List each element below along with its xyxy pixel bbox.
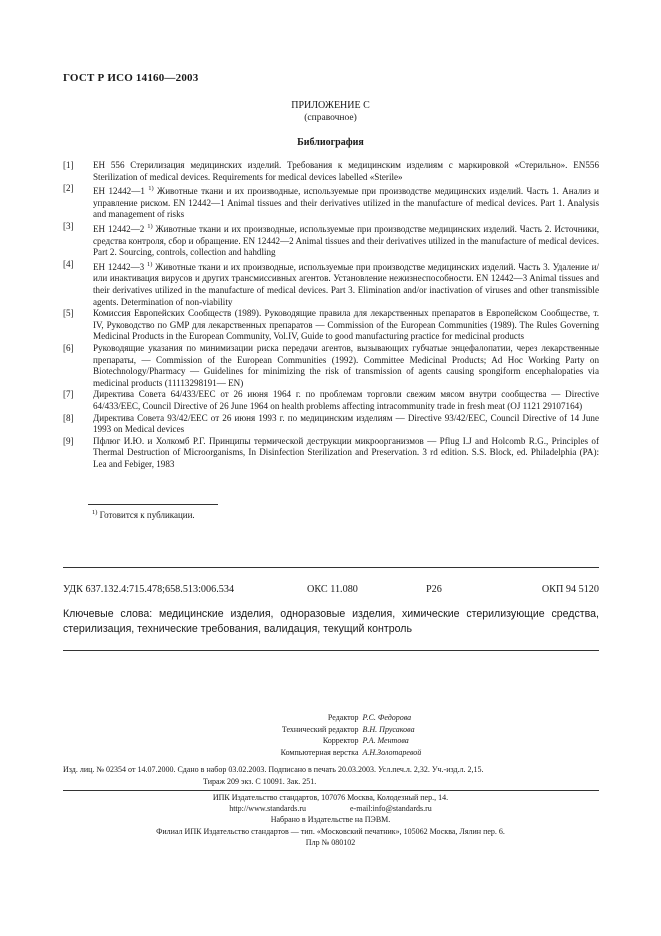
bibliography-entry <box>63 308 599 343</box>
divider-top <box>63 567 599 568</box>
publisher-contacts <box>0 803 661 814</box>
oks-code: ОКС 11.080 <box>307 584 358 595</box>
bibliography-entry <box>63 160 599 183</box>
entry-text: Руководящие указания по минимизации риска передачи агентов, вызывающих губчатые энцефалопатии, через лекарственные препараты, — Commission of the European Communities (1992). Committee Medicinal Products; Ad Hoc Working Party on Biotechnology/Pharmacy — Guidelines for minimizing the risk of transmission of agents causing spongiform encephalopaties via medicinal products (11113298191— EN) <box>93 343 599 388</box>
entry-text-start: ЕН 12442—2 <box>93 224 145 235</box>
credit-name: А.Н.Золотаревой <box>362 748 422 758</box>
entry-text: Комиссия Европейских Сообществ (1989). Руководящие правила для лекарственных препаратов в Европейском Сообществе, т. IV, Руководство по GMP для лекарственных препаратов — Commission of the European Communities (1989). The Rules Governing Medicinal Products in the European Community, Vol.IV, Guide to good manufacturing practice for medicinal products <box>93 308 599 342</box>
entry-text-rest: Животные ткани и их производные, используемые при производстве медицинских изделий. Часть 1. Анализ и управление риском. EN 12442—1 Animal tissues and their derivatives utilized in the manufacture of medical devices. Part 1. Analysis and management of risks <box>93 186 599 220</box>
footnote-ref: 1) <box>147 223 153 230</box>
group-code: Р26 <box>426 584 442 595</box>
filial-address: Филиал ИПК Издательство стандартов — тип. «Московский печатник», 105062 Москва, Лялин пер. 6. <box>156 827 505 836</box>
entry-number: [2] <box>63 183 74 194</box>
credit-line <box>0 735 661 747</box>
entry-text: Директива Совета 93/42/ЕЕС от 26 июня 1993 г. по медицинским изделиям — Directive 93/42/EEC, Council Directive of 14 June 1993 on Medical devices <box>93 412 599 435</box>
keywords: Ключевые слова: медицинские изделия, одноразовые изделия, химические стерилизующие средства, стерилизация, технические требования, валидация, текущий контроль <box>63 608 599 635</box>
bibliography-list <box>63 160 599 471</box>
entry-number: [5] <box>63 308 74 319</box>
bibliography-entry <box>63 413 599 436</box>
entry-number: [6] <box>63 343 74 353</box>
entry-text <box>93 221 599 259</box>
footnote-ref: 1) <box>148 185 154 193</box>
entry-text <box>93 183 599 221</box>
bibliography-entry <box>63 259 599 308</box>
bibliography-entry <box>63 389 599 412</box>
publisher-block <box>0 792 661 825</box>
entry-text: Директива Совета 64/433/ЕЕС от 26 июня 1964 г. по проблемам торговли свежим мясом внутри сообщества — Directive 64/433/EEC, Council Directive of 26 June 1964 on health problems affecting intracommunity trade in fresh meat (OJ 1121 29107164) <box>93 389 599 411</box>
bibliography-entry <box>63 343 599 389</box>
bibliography-entry <box>63 183 599 221</box>
entry-number: [3] <box>63 221 74 231</box>
footnote-mark: 1) <box>92 509 98 516</box>
credit-role: Редактор <box>327 713 359 722</box>
entry-number: [4] <box>63 258 74 269</box>
credit-role: Корректор <box>322 736 359 746</box>
entry-number: [9] <box>63 435 74 446</box>
publisher-website[interactable]: http://www.standards.ru <box>229 804 306 813</box>
footnote-text: Готовится к публикации. <box>99 510 195 520</box>
imprint-line-2: Тираж 209 экз. С 10091. Зак. 251. <box>203 776 317 786</box>
entry-text-start: ЕН 12442—3 <box>93 261 145 272</box>
bibliography-title: Библиография <box>297 137 364 148</box>
credit-role: Технический редактор <box>281 724 359 734</box>
udc-code: УДК 637.132.4:715.478;658.513:006.534 <box>63 584 235 595</box>
annex-title: ПРИЛОЖЕНИЕ С <box>291 100 370 111</box>
footnote-ref: 1) <box>146 260 153 268</box>
bibliography-entry <box>63 436 599 471</box>
publisher-email[interactable]: e-mail:info@standards.ru <box>350 804 432 813</box>
publisher-address: ИПК Издательство стандартов, 107076 Москва, Колодезный пер., 14. <box>212 793 449 802</box>
entry-text: ЕН 556 Стерилизация медицинских изделий. Требования к медицинским изделиям с маркировкой «Стерильно». EN556 Sterilization of medical devices. Requirements for medical devices labelled «Sterile» <box>93 160 599 182</box>
entry-text <box>93 259 599 308</box>
divider-keywords <box>63 650 599 651</box>
entry-text: Пфлюг И.Ю. и Холкомб Р.Г. Принципы термической деструкции микроорганизмов — Pflug I.J and Holcomb R.G., Principles of Thermal Destruction of Microorganisms, In Disinfection Sterilization and Preservation. 3 rd edition. S.S. Block, ed. Philadelphia (PA): Lea and Febiger, 1983 <box>93 435 599 469</box>
credit-role: Компьютерная верстка <box>280 748 359 758</box>
document-code-header: ГОСТ Р ИСО 14160—2003 <box>63 72 199 84</box>
imprint-block <box>63 764 599 787</box>
credit-line <box>0 712 661 724</box>
imprint-line-1: Изд. лиц. № 02354 от 14.07.2000. Сдано в набор 03.02.2003. Подписано в печать 20.03.2003. Усл.печ.л. 2,32. Уч.-изд.л. 2,15. <box>63 765 484 774</box>
footnote <box>92 509 195 520</box>
credit-line <box>0 724 661 736</box>
credit-name: Р.С. Федорова <box>362 713 412 722</box>
entry-number: [8] <box>63 412 74 423</box>
footnote-divider <box>88 504 218 505</box>
credit-name: В.Н. Прусакова <box>362 724 415 734</box>
entry-number: [7] <box>63 389 74 400</box>
credits-block <box>0 712 661 759</box>
okp-code: ОКП 94 5120 <box>541 584 599 595</box>
bibliography-entry <box>63 221 599 259</box>
credit-name: Р.А. Ментова <box>362 736 409 746</box>
publisher-typeset-note: Набрано в Издательстве на ПЭВМ. <box>270 815 391 824</box>
entry-number: [1] <box>63 160 74 170</box>
entry-text-rest: Животные ткани и их производные, используемые при производстве медицинских изделий. Часть 2. Источники, средства контроля, сбор и обращение. EN 12442—2 Animal tissues and their derivatives utilized in the manufacture of medical devices. Part 2. Sourcing, controls, collection and hahdling <box>93 224 599 258</box>
annex-subtitle: (справочное) <box>304 113 357 123</box>
entry-text-rest: Животные ткани и их производные, используемые при производстве медицинских изделий. Часть 3. Удаление и/или инактивация вирусов и других трансмиссивных агентов. Установление нежизнеспособности. EN 12442—3 Animal tissues and their derivatives utilized in the manufacture of medical devices. Part 3. Elimination and/or inactivation of viruses and other transmissible agents. Determination of non-viability <box>93 261 600 307</box>
entry-text-start: ЕН 12442—1 <box>93 186 145 197</box>
divider-publisher <box>63 790 599 791</box>
filial-block <box>0 826 661 848</box>
credit-line <box>0 747 661 759</box>
filial-license: Плр № 080102 <box>305 838 356 847</box>
